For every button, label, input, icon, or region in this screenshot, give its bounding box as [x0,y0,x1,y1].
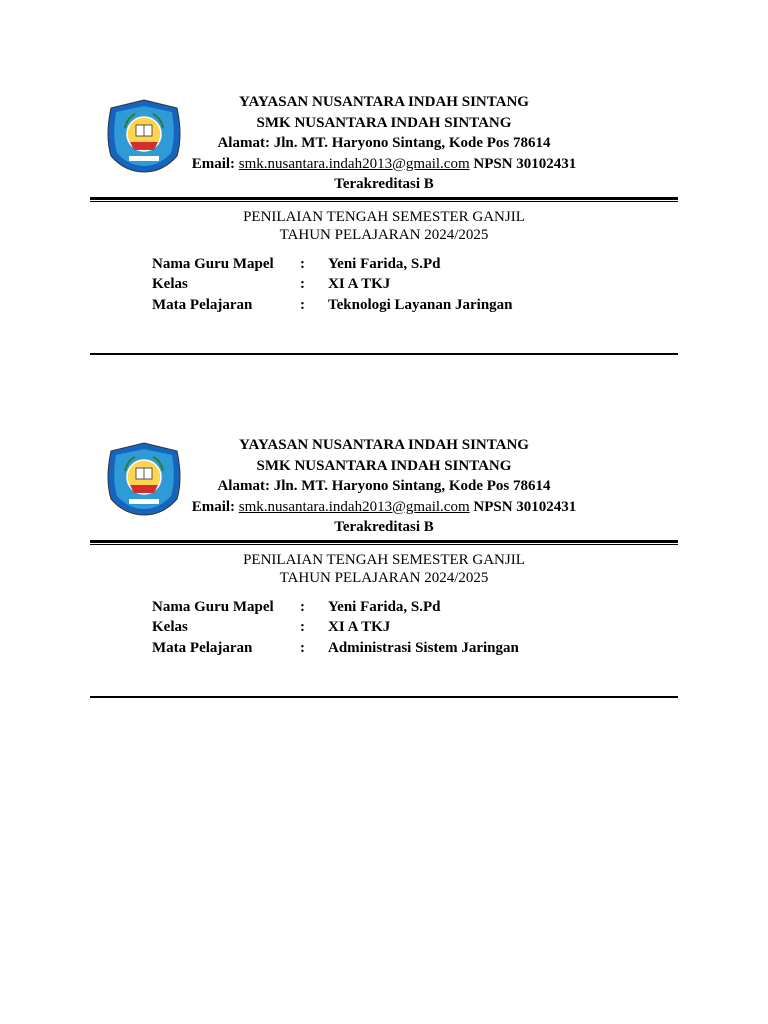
footer-divider [90,353,678,355]
school-emblem-icon [105,98,183,174]
info-row [152,254,678,275]
field-value: XI A TKJ [328,619,391,635]
info-row [152,638,678,659]
info-row [152,274,678,295]
npsn-number: NPSN 30102431 [473,498,577,515]
email-link[interactable]: smk.nusantara.indah2013@gmail.com [238,155,470,172]
info-row [152,597,678,618]
field-label: Mata Pelajaran [152,639,253,656]
email-label: Email: [191,155,236,172]
email-link[interactable]: smk.nusantara.indah2013@gmail.com [238,498,470,515]
field-value: Yeni Farida, S.Pd [328,255,441,272]
field-separator: : [300,296,305,313]
field-separator: : [300,276,305,292]
field-separator: : [300,598,305,615]
academic-year: TAHUN PELAJARAN 2024/2025 [279,569,489,586]
school-address: Alamat: Jln. MT. Haryono Sintang, Kode Pos 78614 [217,478,551,494]
info-row [152,617,678,638]
field-label: Nama Guru Mapel [152,255,274,272]
field-label: Mata Pelajaran [152,296,253,313]
foundation-name: YAYASAN NUSANTARA INDAH SINTANG [239,437,529,453]
school-name: SMK NUSANTARA INDAH SINTANG [256,457,512,474]
field-value: XI A TKJ [328,276,391,292]
field-label: Kelas [152,276,188,292]
exam-name: PENILAIAN TENGAH SEMESTER GANJIL [243,551,525,568]
foundation-name: YAYASAN NUSANTARA INDAH SINTANG [239,94,529,110]
info-row [152,295,678,316]
school-address: Alamat: Jln. MT. Haryono Sintang, Kode Pos 78614 [217,135,551,151]
label-card-2 [90,435,678,698]
exam-title [90,208,678,244]
school-name: SMK NUSANTARA INDAH SINTANG [256,114,512,131]
accreditation: Terakreditasi B [334,176,434,192]
npsn-number: NPSN 30102431 [473,155,577,172]
info-table [152,254,678,316]
field-separator: : [300,639,305,656]
academic-year: TAHUN PELAJARAN 2024/2025 [279,226,489,243]
field-value: Teknologi Layanan Jaringan [328,296,513,313]
field-label: Nama Guru Mapel [152,598,274,615]
label-card-1 [90,92,678,355]
exam-name: PENILAIAN TENGAH SEMESTER GANJIL [243,208,525,225]
field-value: Administrasi Sistem Jaringan [328,639,519,656]
header-divider [90,540,678,545]
field-label: Kelas [152,619,188,635]
footer-divider [90,696,678,698]
school-emblem-icon [105,441,183,517]
field-separator: : [300,619,305,635]
field-value: Yeni Farida, S.Pd [328,598,441,615]
exam-title [90,551,678,587]
accreditation: Terakreditasi B [334,519,434,535]
header-divider [90,197,678,202]
info-table [152,597,678,659]
field-separator: : [300,255,305,272]
email-label: Email: [191,498,236,515]
